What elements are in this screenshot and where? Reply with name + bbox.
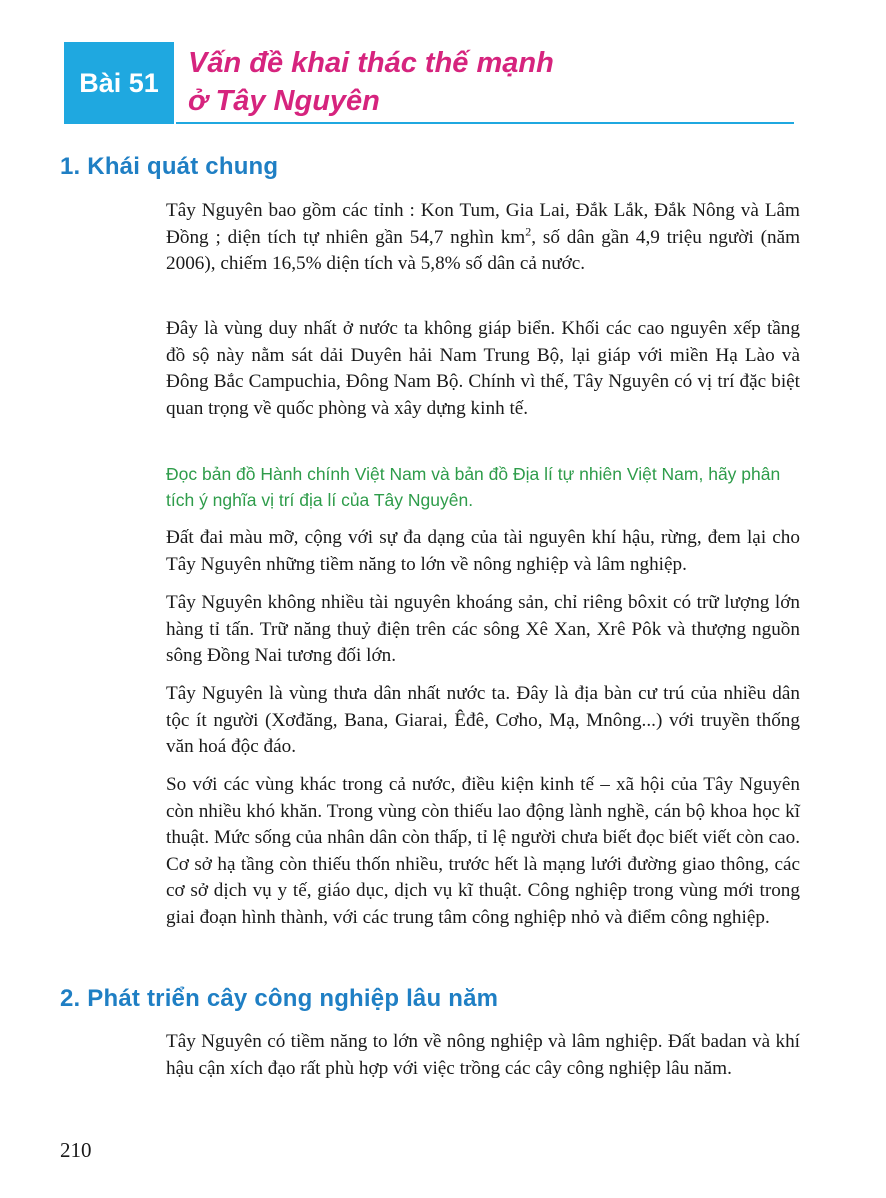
section-1-paragraph-3: Đất đai màu mỡ, cộng với sự đa dạng của tài nguyên khí hậu, rừng, đem lại cho Tây Nguyên những tiềm năng to lớn về nông nghiệp và lâm nghiệp.	[166, 527, 800, 575]
section-1-paragraph-1	[166, 198, 800, 278]
section-1-paragraph-4: Tây Nguyên không nhiều tài nguyên khoáng sản, chỉ riêng bôxit có trữ lượng lớn hàng tỉ tấn. Trữ năng thuỷ điện trên các sông Xê Xan, Xrê Pôk và thượng nguồn sông Đồng Nai tương đối lớn.	[166, 592, 800, 667]
lesson-title-line-2: ở Tây Nguyên	[188, 85, 380, 117]
section-1-heading: 1. Khái quát chung	[60, 153, 279, 180]
activity-question: Đọc bản đồ Hành chính Việt Nam và bản đồ Địa lí tự nhiên Việt Nam, hãy phân tích ý nghĩa vị trí địa lí của Tây Nguyên.	[166, 464, 781, 510]
paragraph-1-text-start: Tây Nguyên bao gồm các tỉnh : Kon Tum, Gia Lai, Đắk Lắk, Đắk Nông và Lâm Đồng ; diện tích tự nhiên gần 54,7 nghìn km	[166, 200, 800, 248]
lesson-title-line-1: Vấn đề khai thác thế mạnh	[188, 47, 554, 79]
section-2-paragraph-1: Tây Nguyên có tiềm năng to lớn về nông nghiệp và lâm nghiệp. Đất badan và khí hậu cận xích đạo rất phù hợp với việc trồng các cây công nghiệp lâu năm.	[166, 1031, 800, 1079]
title-underline	[176, 122, 794, 124]
page-number: 210	[60, 1138, 92, 1162]
lesson-label: Bài 51	[79, 67, 159, 98]
section-1-paragraph-6: So với các vùng khác trong cả nước, điều kiện kinh tế – xã hội của Tây Nguyên còn nhiều khó khăn. Trong vùng còn thiếu lao động lành nghề, cán bộ khoa học kĩ thuật. Mức sống của nhân dân còn thấp, tỉ lệ người chưa biết đọc biết viết còn cao. Cơ sở hạ tầng còn thiếu thốn nhiều, trước hết là mạng lưới đường giao thông, các cơ sở dịch vụ y tế, giáo dục, dịch vụ kĩ thuật. Công nghiệp trong vùng mới trong giai đoạn hình thành, với các trung tâm công nghiệp nhỏ và điểm công nghiệp.	[166, 774, 800, 928]
paragraph-1-text-end: , số dân gần 4,9 triệu người (năm 2006), chiếm 16,5% diện tích và 5,8% số dân cả nước.	[166, 226, 801, 275]
section-2-heading: 2. Phát triển cây công nghiệp lâu năm	[60, 985, 499, 1012]
superscript-2: 2	[525, 224, 532, 239]
lesson-title	[188, 44, 788, 120]
section-1-paragraph-2: Đây là vùng duy nhất ở nước ta không giáp biển. Khối các cao nguyên xếp tầng đồ sộ này nằm sát dải Duyên hải Nam Trung Bộ, lại giáp với miền Hạ Lào và Đông Bắc Campuchia, Đông Nam Bộ. Chính vì thế, Tây Nguyên có vị trí đặc biệt quan trọng về quốc phòng và xây dựng kinh tế.	[166, 318, 800, 419]
section-1-paragraph-5: Tây Nguyên là vùng thưa dân nhất nước ta. Đây là địa bàn cư trú của nhiều dân tộc ít người (Xơđăng, Bana, Giarai, Êđê, Cơho, Mạ, Mnông...) với truyền thống văn hoá độc đáo.	[166, 683, 800, 758]
lesson-number-badge	[64, 42, 174, 124]
